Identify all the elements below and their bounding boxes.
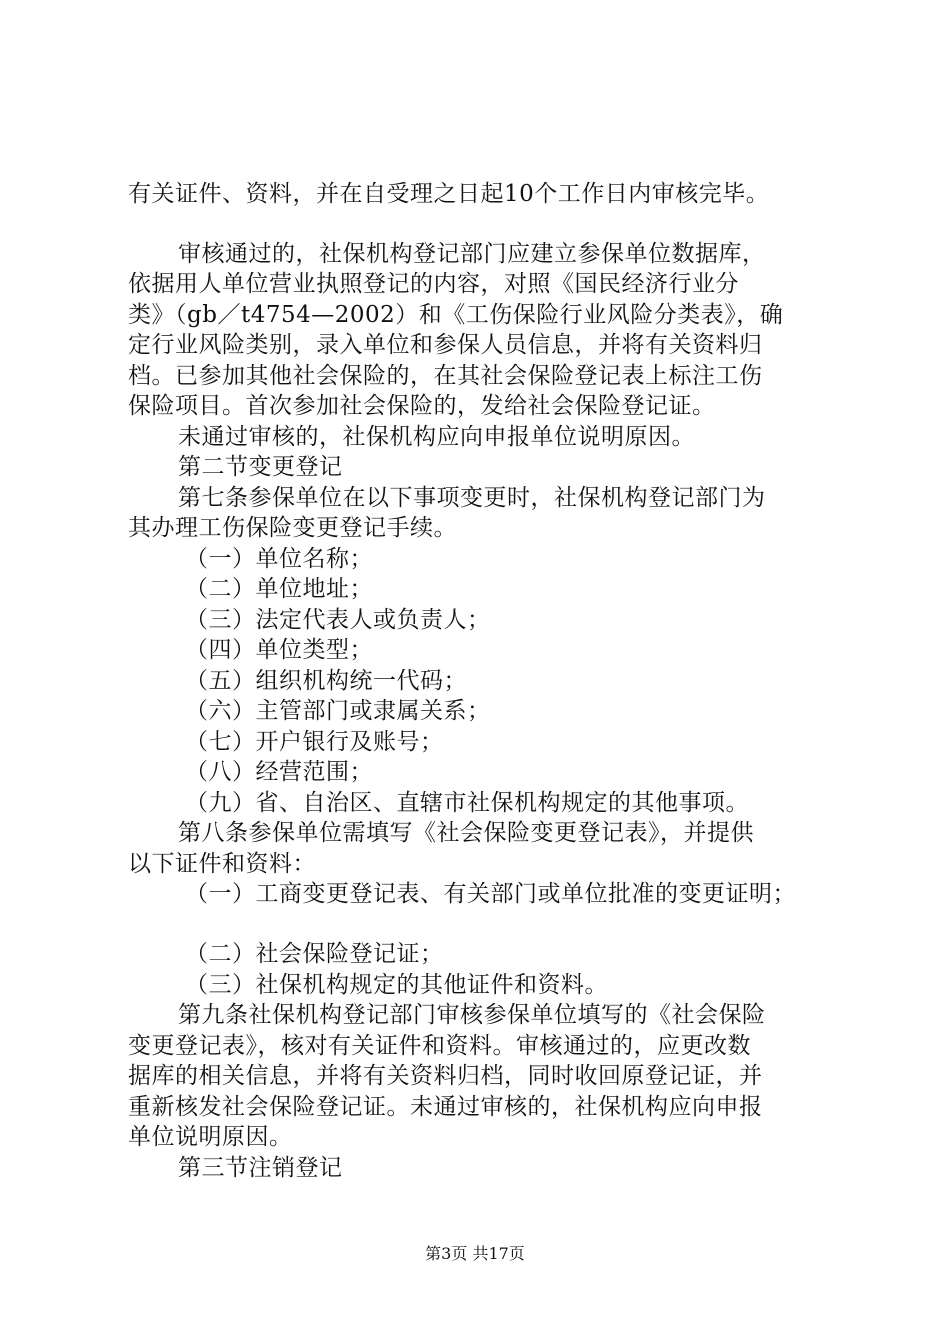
article-line: 单位说明原因。 <box>128 1124 293 1150</box>
list-item: （八）经营范围； <box>185 759 373 785</box>
list-item: （一）单位名称； <box>185 546 373 572</box>
paragraph-line: 类》（gb／t4754—2002）和《工伤保险行业风险分类表》，确 <box>128 302 784 328</box>
page-footer: 第3页 共17页 <box>425 1244 525 1263</box>
paragraph-line: 保险项目。首次参加社会保险的，发给社会保险登记证。 <box>128 393 716 419</box>
paragraph-line: 依据用人单位营业执照登记的内容，对照《国民经济行业分 <box>128 271 739 297</box>
paragraph-line: 有关证件、资料，并在自受理之日起10个工作日内审核完毕。 <box>128 181 770 207</box>
list-item: （四）单位类型； <box>185 637 373 663</box>
paragraph-line: 审核通过的，社保机构登记部门应建立参保单位数据库， <box>178 241 766 267</box>
section-heading: 第二节变更登记 <box>178 454 343 480</box>
article-line: 重新核发社会保险登记证。未通过审核的，社保机构应向申报 <box>128 1094 763 1120</box>
list-item: （三）社保机构规定的其他证件和资料。 <box>185 972 608 998</box>
list-item: （五）组织机构统一代码； <box>185 668 467 694</box>
paragraph-line: 档。已参加其他社会保险的，在其社会保险登记表上标注工伤 <box>128 363 763 389</box>
paragraph-line: 未通过审核的，社保机构应向申报单位说明原因。 <box>178 424 695 450</box>
paragraph-line: 定行业风险类别，录入单位和参保人员信息，并将有关资料归 <box>128 332 763 358</box>
list-item: （六）主管部门或隶属关系； <box>185 698 491 724</box>
article-line: 第七条参保单位在以下事项变更时，社保机构登记部门为 <box>178 485 766 511</box>
article-line: 第八条参保单位需填写《社会保险变更登记表》，并提供 <box>178 820 754 846</box>
section-heading: 第三节注销登记 <box>178 1155 343 1181</box>
article-line: 以下证件和资料： <box>128 851 316 877</box>
list-item: （二）社会保险登记证； <box>185 941 444 967</box>
article-line: 第九条社保机构登记部门审核参保单位填写的《社会保险 <box>178 1002 766 1028</box>
list-item: （三）法定代表人或负责人； <box>185 607 491 633</box>
list-item: （七）开户银行及账号； <box>185 729 444 755</box>
list-item: （九）省、自治区、直辖市社保机构规定的其他事项。 <box>185 790 749 816</box>
list-item: （二）单位地址； <box>185 576 373 602</box>
article-line: 其办理工伤保险变更登记手续。 <box>128 515 457 541</box>
article-line: 据库的相关信息，并将有关资料归档，同时收回原登记证，并 <box>128 1063 763 1089</box>
list-item: （一）工商变更登记表、有关部门或单位批准的变更证明； <box>185 881 796 907</box>
article-line: 变更登记表》，核对有关证件和资料。审核通过的，应更改数 <box>128 1033 751 1059</box>
